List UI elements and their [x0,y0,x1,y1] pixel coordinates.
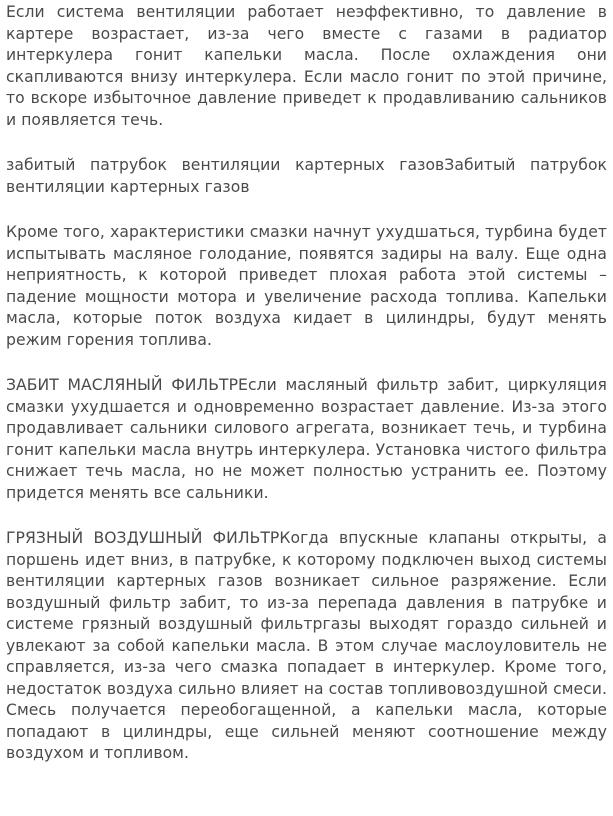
paragraph-oil-starvation: Кроме того, характеристики смазки начнут ухудшаться, турбина будет испытывать масляное голодание, появятся задиры на валу. Еще одна неприятность, к которой приведет плохая работа этой системы – падение мощности мотора и увеличение расхода топлива. Капельки масла, которые поток воздуха кидает в цилиндры, будут менять режим горения топлива. [6,223,607,349]
paragraph-clogged-oil-filter: ЗАБИТ МАСЛЯНЫЙ ФИЛЬТРЕсли масляный фильтр забит, циркуляция смазки ухудшается и одновременно возрастает давление. Из-за этого продавливает сальники силового агрегата, возникает течь, и турбина гонит капельки масла внутрь интеркулера. Установка чистого фильтра снижает течь масла, но не может полностью устранить ее. Поэтому придется менять все сальники. [6,376,607,502]
paragraph-dirty-air-filter: ГРЯЗНЫЙ ВОЗДУШНЫЙ ФИЛЬТРКогда впускные клапаны открыты, а поршень идет вниз, в патрубке, к которому подключен выход системы вентиляции картерных газов возникает сильное разряжение. Если воздушный фильтр забит, то из-за перепада давления в патрубке и системе грязный воздушный фильтргазы выходят гораздо сильней и увлекают за собой капельки масла. В этом случае маслоуловитель не справляется, из-за чего смазка попадает в интеркулер. Кроме того, недостаток воздуха сильно влияет на состав топливовоздушной смеси. Смесь получается переобогащенной, а капельки масла, которые попадают в цилиндры, еще сильней меняют соотношение между воздухом и топливом. [6,529,607,762]
paragraph-ventilation-pressure: Если система вентиляции работает неэффективно, то давление в картере возрастает, из-за чего вместе с газами в радиатор интеркулера гонит капельки масла. После охлаждения они скапливаются внизу интеркулера. Если масло гонит по этой причине, то вскоре избыточное давление приведет к продавливанию сальников и появляется течь. [6,3,607,129]
paragraph-image-caption: забитый патрубок вентиляции картерных газовЗабитый патрубок вентиляции картерных газов [6,156,607,196]
